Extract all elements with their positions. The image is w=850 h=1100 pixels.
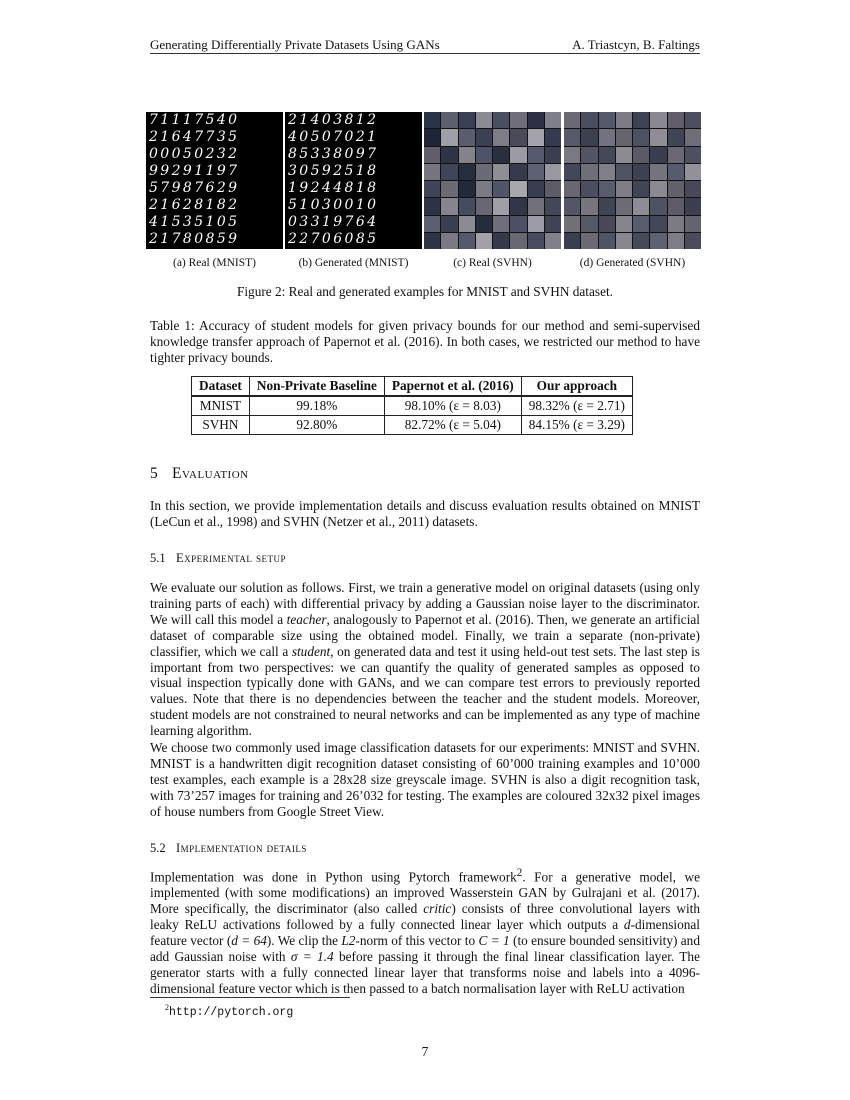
svhn-tile: [528, 164, 544, 180]
subsection-number: 5.1: [150, 551, 166, 565]
svhn-tile: [685, 129, 701, 145]
svhn-tile: [650, 198, 666, 214]
svhn-tile: [459, 216, 475, 232]
svhn-tile: [510, 216, 526, 232]
table-cell: MNIST: [192, 396, 250, 416]
text-run: -dimensional feature vector (: [150, 917, 700, 949]
text-run: Implementation was done in Python using Pytorch framework: [150, 869, 517, 885]
svhn-tile: [493, 112, 509, 128]
text-run: . For a generative model, we implemented (with some modifications) an improved Wasserstein GAN by Gulrajani et al. (2017). More specifically, the discriminator (also called: [150, 869, 700, 917]
table-row: [192, 416, 633, 435]
digit-row: 21647735: [149, 129, 240, 145]
svhn-tile: [510, 147, 526, 163]
math: L2: [341, 933, 356, 949]
svhn-tile: [545, 112, 561, 128]
svhn-tile: [564, 112, 580, 128]
page-number: 7: [421, 1044, 429, 1059]
svhn-tile: [493, 164, 509, 180]
svhn-tile: [459, 198, 475, 214]
col-header-baseline: Non-Private Baseline: [249, 377, 384, 397]
figure-caption: Figure 2: Real and generated examples for MNIST and SVHN dataset.: [236, 284, 614, 299]
svhn-tile: [424, 112, 440, 128]
table-cell: 82.72% (ε = 5.04): [384, 416, 521, 435]
text-run: , on generated data and test it using held-out test sets. The last step is important from two perspectives: we can quantify the quality of generated samples as opposed to visual inspection typically done with GANs, and we can compare test errors to previously reported values. Note that there is no dependencies between the teacher and the student models. Moreover, student models are not constrained to neural networks and can be implemented as any type of machine learning algorithm.: [150, 643, 700, 739]
svhn-tile: [476, 164, 492, 180]
table-header-row: [192, 377, 633, 397]
digit-row: 19244818: [288, 180, 379, 196]
footnote-url[interactable]: http://pytorch.org: [169, 1005, 294, 1019]
digit-row: 03319764: [288, 214, 379, 230]
text-run: We evaluate our solution as follows. First, we train a generative model on original datasets (using only training parts of each) with differential privacy by adding a Gaussian noise layer to the discriminator. We will call this model a: [150, 580, 700, 627]
svhn-tile: [493, 147, 509, 163]
svhn-tile: [441, 147, 457, 163]
svhn-tile: [668, 112, 684, 128]
digit-row: 22706085: [288, 231, 379, 247]
col-header-ours: Our approach: [521, 377, 632, 397]
svhn-tile: [668, 198, 684, 214]
svhn-tile: [528, 216, 544, 232]
svhn-tile: [545, 216, 561, 232]
svhn-tile: [476, 129, 492, 145]
svhn-tile: [493, 233, 509, 249]
svhn-tile: [545, 129, 561, 145]
svhn-tile: [581, 216, 597, 232]
svhn-tile: [476, 181, 492, 197]
svhn-tile: [685, 164, 701, 180]
paragraph-setup-1: [150, 580, 700, 739]
svhn-tile: [581, 129, 597, 145]
section-5-heading: [150, 465, 249, 483]
table-cell: 99.18%: [249, 396, 384, 416]
svhn-tile: [476, 216, 492, 232]
svhn-tile: [650, 216, 666, 232]
svhn-tile: [581, 147, 597, 163]
text-run: , analogously to Papernot et al. (2016). Then, we generate an artificial dataset of comparable size using the obtained model. Finally, we train a separate (non-private) classifier, which we call a: [150, 611, 700, 659]
table-cell: 92.80%: [249, 416, 384, 435]
svhn-tile: [441, 233, 457, 249]
svhn-tile: [599, 112, 615, 128]
svhn-tile: [545, 198, 561, 214]
svhn-tile: [564, 181, 580, 197]
digit-row: 40507021: [288, 129, 379, 145]
svhn-tile: [599, 129, 615, 145]
paragraph-implementation: [150, 866, 700, 997]
digit-row: 30592518: [288, 163, 379, 179]
subsection-number: 5.2: [150, 841, 166, 855]
svhn-tile: [616, 181, 632, 197]
figure-sublabels: [146, 257, 702, 271]
col-header-dataset: Dataset: [192, 377, 250, 397]
section-title: Evaluation: [172, 465, 249, 482]
sublabel-a: (a) Real (MNIST): [172, 257, 257, 269]
table-cell: 98.10% (ε = 8.03): [384, 396, 521, 416]
digit-row: 21780859: [149, 231, 240, 247]
svhn-tile: [581, 164, 597, 180]
svhn-tile: [616, 164, 632, 180]
math: d = 64: [231, 933, 267, 949]
svhn-tile: [581, 198, 597, 214]
digit-row: 85338097: [288, 146, 379, 162]
svhn-tile: [581, 233, 597, 249]
table-cell: 98.32% (ε = 2.71): [521, 396, 632, 416]
svhn-tile: [459, 147, 475, 163]
svhn-tile: [564, 216, 580, 232]
svhn-tile: [650, 112, 666, 128]
svhn-tile: [633, 164, 649, 180]
svhn-tile: [441, 216, 457, 232]
svhn-tile: [581, 112, 597, 128]
svhn-tile: [650, 147, 666, 163]
svhn-tile: [510, 129, 526, 145]
svhn-tile: [668, 216, 684, 232]
svhn-tile: [441, 164, 457, 180]
svhn-tile: [424, 198, 440, 214]
digit-row: 21628182: [149, 197, 240, 213]
svhn-tile: [510, 198, 526, 214]
footnote-rule: [150, 997, 350, 998]
svhn-tile: [424, 129, 440, 145]
svhn-tile: [616, 216, 632, 232]
digit-row: 21403812: [288, 112, 379, 128]
svhn-tile: [441, 198, 457, 214]
digit-row: 41535105: [149, 214, 240, 230]
svhn-tile: [564, 164, 580, 180]
svhn-tile: [528, 181, 544, 197]
sublabel-b: (b) Generated (MNIST): [298, 257, 409, 269]
text-run: (to ensure bounded sensitivity) and add Gaussian noise with: [150, 933, 700, 964]
svhn-tile: [633, 233, 649, 249]
math: C = 1: [478, 933, 510, 949]
footnote-mark: 2: [516, 867, 523, 879]
paragraph-setup-2: We choose two commonly used image classification datasets for our experiments: MNIST and SVHN. MNIST is a handwritten digit recognition dataset consisting of 60’000 training examples and 10’000 test examples, each example is a 28x28 size greyscale image. SVHN is also a digit recognition task, with 73’257 images for training and 26’032 for testing. The examples are coloured 32x32 pixel images of house numbers from Google Street View.: [150, 740, 700, 819]
svhn-tile: [441, 129, 457, 145]
svhn-tile: [650, 129, 666, 145]
footnote: [165, 1003, 293, 1019]
sublabel-d: (d) Generated (SVHN): [579, 257, 686, 269]
svhn-tile: [668, 147, 684, 163]
svhn-tile: [424, 147, 440, 163]
text-run: ) consists of three convolutional layers with leaky ReLU activations followed by a fully connected linear layer which outputs a: [150, 901, 700, 933]
emphasis: critic: [423, 901, 452, 917]
svhn-tile: [599, 198, 615, 214]
emphasis: teacher: [286, 611, 327, 627]
svhn-tile: [545, 164, 561, 180]
table-cell: SVHN: [192, 416, 250, 435]
svhn-tile: [564, 147, 580, 163]
svhn-tile: [424, 164, 440, 180]
footnote-mark: 2: [165, 1003, 169, 1012]
header-title: Generating Differentially Private Datasets Using GANs: [150, 37, 440, 52]
header-authors: A. Triastcyn, B. Faltings: [572, 37, 700, 52]
svhn-tile: [459, 112, 475, 128]
table-cell: 84.15% (ε = 3.29): [521, 416, 632, 435]
sublabel-c: (c) Real (SVHN): [453, 257, 532, 269]
digit-row: 51030010: [288, 197, 379, 213]
digit-row: 71117540: [149, 112, 240, 128]
svhn-tile: [633, 112, 649, 128]
svhn-tile: [510, 164, 526, 180]
text-run: -norm of this vector to: [355, 933, 479, 949]
subsection-5-1-heading: [150, 551, 286, 566]
svhn-tile: [633, 181, 649, 197]
svhn-tile: [528, 147, 544, 163]
svhn-tile: [633, 216, 649, 232]
svhn-tile: [476, 147, 492, 163]
svhn-tile: [599, 216, 615, 232]
svhn-tile: [616, 198, 632, 214]
svhn-tile: [581, 181, 597, 197]
subsection-title: Experimental setup: [176, 551, 287, 565]
figure-2: [146, 112, 702, 249]
svhn-tile: [685, 112, 701, 128]
digit-row: 57987629: [149, 180, 240, 196]
svhn-tile: [599, 181, 615, 197]
svhn-tile: [476, 233, 492, 249]
svhn-tile: [564, 129, 580, 145]
section-5-intro: In this section, we provide implementation details and discuss evaluation results obtained on MNIST (LeCun et al., 1998) and SVHN (Netzer et al., 2011) datasets.: [150, 498, 700, 529]
svhn-tile: [510, 112, 526, 128]
running-header: [150, 35, 700, 54]
svhn-tile: [599, 164, 615, 180]
text-run: ). We clip the: [266, 933, 342, 949]
svhn-tile: [510, 233, 526, 249]
svhn-tile: [685, 147, 701, 163]
svhn-tile: [616, 147, 632, 163]
svhn-tile: [528, 112, 544, 128]
svhn-tile: [424, 181, 440, 197]
svhn-tile: [564, 198, 580, 214]
svhn-tile: [668, 164, 684, 180]
svhn-tile: [650, 164, 666, 180]
svhn-tile: [424, 233, 440, 249]
svhn-tile: [493, 198, 509, 214]
svhn-tile: [493, 181, 509, 197]
real-mnist-image: [146, 112, 283, 249]
svhn-tile: [528, 198, 544, 214]
table-row: [192, 396, 633, 416]
results-table: [191, 376, 633, 435]
svhn-tile: [685, 216, 701, 232]
svhn-tile: [476, 198, 492, 214]
svhn-tile: [545, 233, 561, 249]
svhn-tile: [633, 147, 649, 163]
text-run: before passing it through the final linear classification layer. The generator starts with a fully connected linear layer that transforms noise and labels into a 4096-dimensional feature vector which is then passed to a batch normalisation layer with ReLU activation: [150, 948, 700, 996]
svhn-tile: [441, 112, 457, 128]
generated-mnist-image: [285, 112, 422, 249]
svhn-tile: [459, 129, 475, 145]
svhn-tile: [685, 181, 701, 197]
svhn-tile: [493, 129, 509, 145]
digit-row: 00050232: [149, 146, 240, 162]
svhn-tile: [633, 198, 649, 214]
svhn-tile: [510, 181, 526, 197]
real-svhn-image: [424, 112, 561, 249]
emphasis: student: [291, 643, 331, 659]
generated-svhn-image: [564, 112, 701, 249]
svhn-tile: [668, 181, 684, 197]
table-caption: Table 1: Accuracy of student models for given privacy bounds for our method and semi-supervised knowledge transfer approach of Papernot et al. (2016). In both cases, we restricted our method to have tighter privacy bounds.: [150, 318, 700, 366]
svhn-tile: [599, 147, 615, 163]
svhn-tile: [441, 181, 457, 197]
svhn-tile: [493, 216, 509, 232]
svhn-tile: [528, 233, 544, 249]
svhn-tile: [668, 129, 684, 145]
math: d: [623, 917, 631, 933]
svhn-tile: [685, 198, 701, 214]
svhn-tile: [599, 233, 615, 249]
svhn-tile: [633, 129, 649, 145]
digit-row: 99291197: [149, 163, 240, 179]
svhn-tile: [476, 112, 492, 128]
svhn-tile: [685, 233, 701, 249]
col-header-papernot: Papernot et al. (2016): [384, 377, 521, 397]
svhn-tile: [545, 181, 561, 197]
subsection-title: Implementation details: [176, 841, 307, 855]
svhn-tile: [650, 233, 666, 249]
section-number: 5: [150, 465, 158, 482]
svhn-tile: [668, 233, 684, 249]
svhn-tile: [459, 181, 475, 197]
svhn-tile: [616, 233, 632, 249]
svhn-tile: [459, 164, 475, 180]
svhn-tile: [424, 216, 440, 232]
svhn-tile: [650, 181, 666, 197]
svhn-tile: [545, 147, 561, 163]
subsection-5-2-heading: [150, 841, 307, 856]
math: σ = 1.4: [290, 948, 334, 964]
svhn-tile: [616, 112, 632, 128]
svhn-tile: [528, 129, 544, 145]
svhn-tile: [459, 233, 475, 249]
svhn-tile: [616, 129, 632, 145]
svhn-tile: [564, 233, 580, 249]
